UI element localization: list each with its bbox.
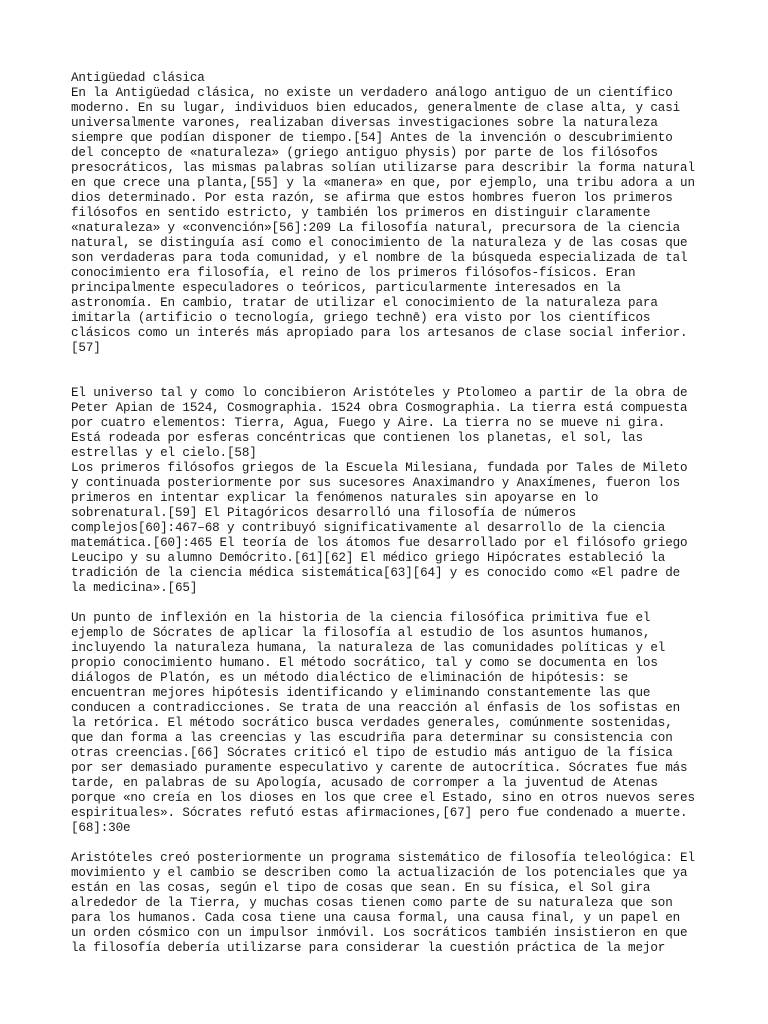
paragraph-aristotle: Aristóteles creó posteriormente un programa sistemático de filosofía teleológica: El movimiento y el cambio se describen como la actualización de los potenciales que ya están en las cosas, según el tipo de cosas que sean. En su física, el Sol gira alrededor de la Tierra, y muchas cosas tienen como parte de su naturaleza que son para los humanos. Cada cosa tiene una causa formal, una causa final, y un papel en un orden cósmico con un impulsor inmóvil. Los socráticos también insistieron en que la filosofía debería utilizarse para considerar la cuestión práctica de la mejor	[71, 851, 695, 955]
document-page	[71, 71, 701, 956]
paragraph-antiquity: En la Antigüedad clásica, no existe un verdadero análogo antiguo de un científico moderno. En su lugar, individuos bien educados, generalmente de clase alta, y casi universalmente varones, realizaban diversas investigaciones sobre la naturaleza siempre que podían disponer de tiempo.[54] Antes de la invención o descubrimiento del concepto de «naturaleza» (griego antiguo physis) por parte de los filósofos presocráticos, las mismas palabras solían utilizarse para describir la forma natural en que crece una planta,[55] y la «manera» en que, por ejemplo, una tribu adora a un dios determinado. Por esta razón, se afirma que estos hombres fueron los primeros filósofos en sentido estricto, y también los primeros en distinguir claramente «naturaleza» y «convención»[56]:209 La filosofía natural, precursora de la ciencia natural, se distinguía así como el conocimiento de la naturaleza y de las cosas que son verdaderas para toda comunidad, y el nombre de la búsqueda especializada de tal conocimiento era filosofía, el reino de los primeros filósofos-físicos. Eran principalmente especuladores o teóricos, particularmente interesados en la astronomía. En cambio, tratar de utilizar el conocimiento de la naturaleza para imitarla (artificio o tecnología, griego technē) era visto por los científicos clásicos como un interés más apropiado para los artesanos de clase social inferior.[57]	[71, 86, 695, 355]
paragraph-spacer	[71, 356, 701, 386]
paragraph-spacer	[71, 836, 701, 851]
section-heading: Antigüedad clásica	[71, 71, 205, 85]
paragraph-spacer	[71, 596, 701, 611]
paragraph-universe-caption: El universo tal y como lo concibieron Aristóteles y Ptolomeo a partir de la obra de Peter Apian de 1524, Cosmographia. 1524 obra Cosmographia. La tierra está compuesta por cuatro elementos: Tierra, Agua, Fuego y Aire. La tierra no se mueve ni gira. Está rodeada por esferas concéntricas que contienen los planetas, el sol, las estrellas y el cielo.[58]	[71, 386, 688, 460]
paragraph-socrates: Un punto de inflexión en la historia de la ciencia filosófica primitiva fue el ejemplo de Sócrates de aplicar la filosofía al estudio de los asuntos humanos, incluyendo la naturaleza humana, la naturaleza de las comunidades políticas y el propio conocimiento humano. El método socrático, tal y como se documenta en los diálogos de Platón, es un método dialéctico de eliminación de hipótesis: se encuentran mejores hipótesis identificando y eliminando constantemente las que conducen a contradicciones. Se trata de una reacción al énfasis de los sofistas en la retórica. El método socrático busca verdades generales, comúnmente sostenidas, que dan forma a las creencias y las escudriña para determinar su consistencia con otras creencias.[66] Sócrates criticó el tipo de estudio más antiguo de la física por ser demasiado puramente especulativo y carente de autocrítica. Sócrates fue más tarde, en palabras de su Apología, acusado de corromper a la juventud de Atenas porque «no creía en los dioses en los que cree el Estado, sino en otros nuevos seres espirituales». Sócrates refutó estas afirmaciones,[67] pero fue condenado a muerte.[68]:30e	[71, 611, 695, 835]
paragraph-milesian-school: Los primeros filósofos griegos de la Escuela Milesiana, fundada por Tales de Mileto y continuada posteriormente por sus sucesores Anaximandro y Anaxímenes, fueron los primeros en intentar explicar la fenómenos naturales sin apoyarse en lo sobrenatural.[59] El Pitagóricos desarrolló una filosofía de números complejos[60]:467–68 y contribuyó significativamente al desarrollo de la ciencia matemática.[60]:465 El teoría de los átomos fue desarrollado por el filósofo griego Leucipo y su alumno Demócrito.[61][62] El médico griego Hipócrates estableció la tradición de la ciencia médica sistemática[63][64] y es conocido como «El padre de la medicina».[65]	[71, 461, 688, 595]
